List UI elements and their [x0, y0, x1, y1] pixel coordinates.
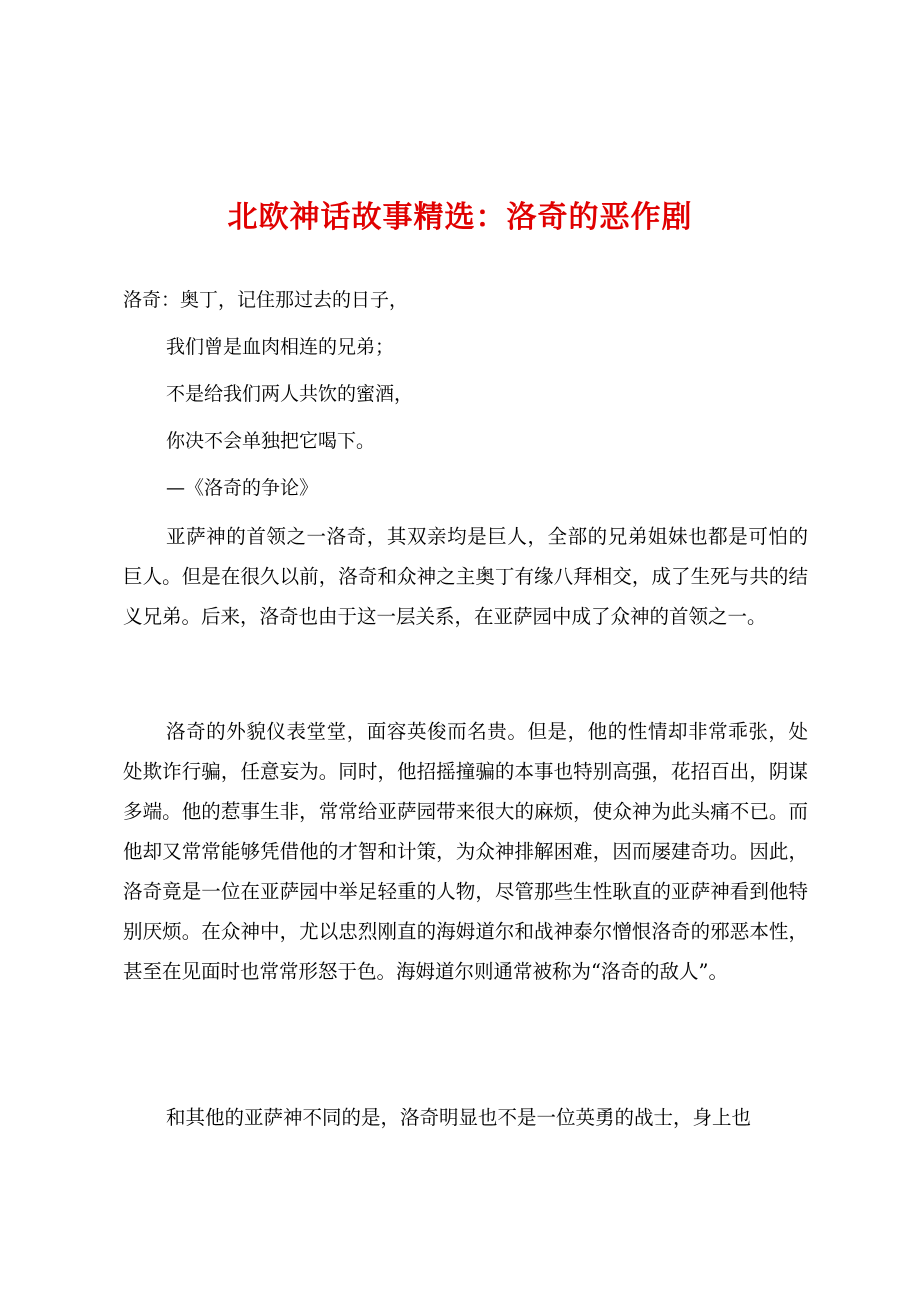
document-title: 北欧神话故事精选：洛奇的恶作剧	[227, 200, 693, 235]
poem-line: 你决不会单独把它喝下。	[166, 430, 376, 452]
body-paragraph: 和其他的亚萨神不同的是，洛奇明显也不是一位英勇的战士，身上也	[166, 1106, 752, 1129]
poem-source: —《洛奇的争论》	[166, 477, 319, 499]
poem-line: 不是给我们两人共饮的蜜酒，	[166, 383, 414, 405]
poem-line: 我们曾是血肉相连的兄弟；	[166, 336, 395, 358]
body-paragraph: 亚萨神的首领之一洛奇，其双亲均是巨人，全部的兄弟姐妹也都是可怕的巨人。但是在很久以前，洛奇和众神之主奥丁有缘八拜相交，成了生死与共的结义兄弟。后来，洛奇也由于这一层关系，在亚萨园中成了众神的首领之一。	[123, 525, 808, 628]
poem-line-speaker: 洛奇：奥丁，记住那过去的日子，	[123, 289, 409, 311]
body-paragraph: 洛奇的外貌仪表堂堂，面容英俊而名贵。但是，他的性情却非常乖张，处处欺诈行骗，任意妄为。同时，他招摇撞骗的本事也特别高强，花招百出，阴谋多端。他的惹事生非，常常给亚萨园带来很大的麻烦，使众神为此头痛不已。而他却又常常能够凭借他的才智和计策，为众神排解困难，因而屡建奇功。因此，洛奇竟是一位在亚萨园中举足轻重的人物，尽管那些生性耿直的亚萨神看到他特别厌烦。在众神中，尤以忠烈刚直的海姆道尔和战神泰尔憎恨洛奇的邪恶本性，甚至在见面时也常常形怒于色。海姆道尔则通常被称为“洛奇的敌人”。	[123, 720, 808, 983]
